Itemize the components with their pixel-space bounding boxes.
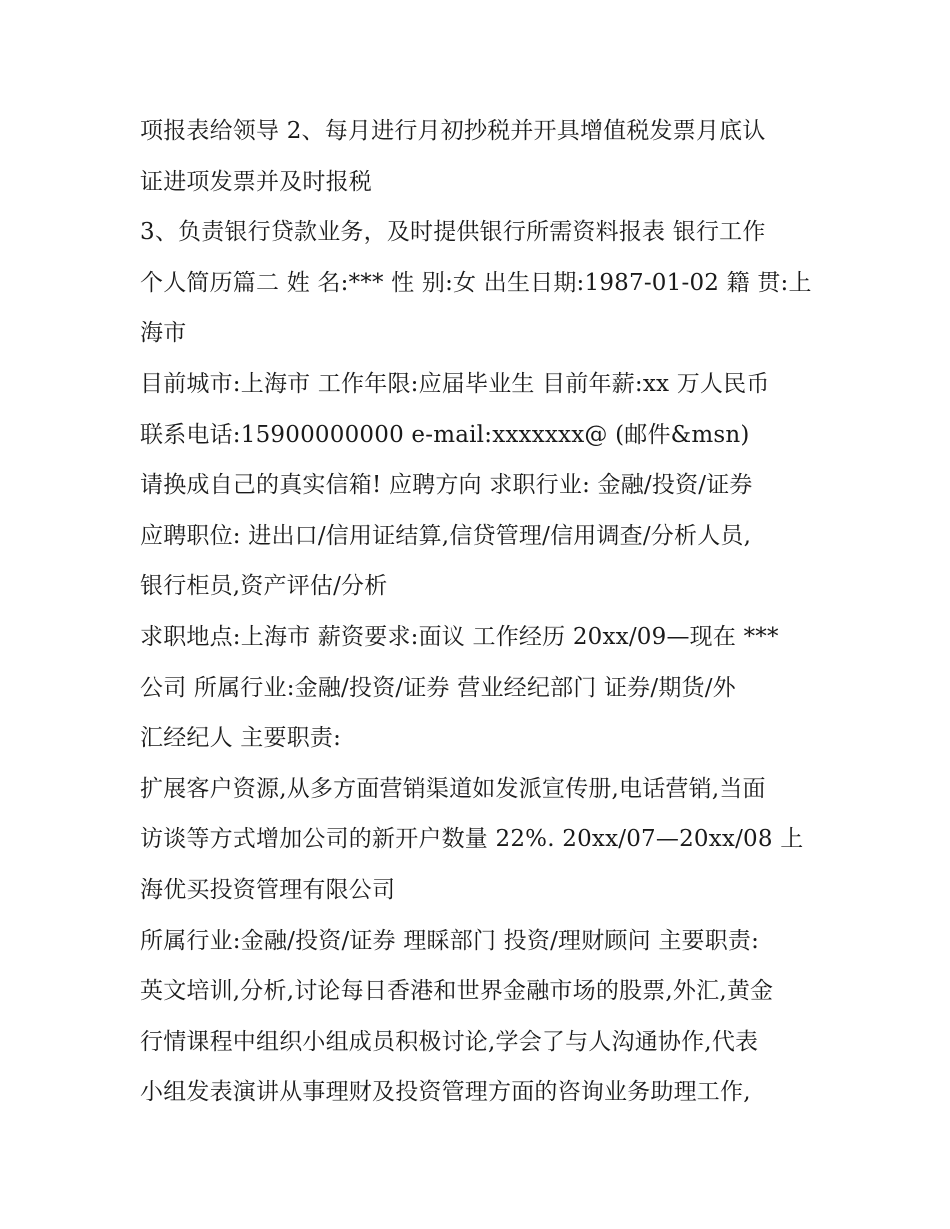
text-line: 请换成自己的真实信箱! 应聘方向 求职行业: 金融/投资/证券 xyxy=(140,472,753,499)
text-line: 证进项发票并及时报税 xyxy=(140,168,372,195)
text-line: 项报表给领导 2、每月进行月初抄税并开具增值税发票月底认 xyxy=(140,118,766,144)
text-line: 所属行业:金融/投资/证券 理睬部门 投资/理财顾问 主要职责: xyxy=(140,927,760,954)
text-line: 个人简历篇二 姓 名:*** 性 别:女 出生日期:1987-01-02 籍 贯:上 xyxy=(140,269,812,296)
text-line: 联系电话:15900000000 e-mail:xxxxxxx@ (邮件&msn) xyxy=(140,421,750,448)
text-line: 应聘职位: 进出口/信用证结算,信贷管理/信用调查/分析人员, xyxy=(140,522,752,549)
text-line: 行情课程中组织小组成员积极讨论,学会了与人沟通协作,代表 xyxy=(140,1028,759,1055)
text-line: 扩展客户资源,从多方面营销渠道如发派宣传册,电话营销,当面 xyxy=(140,775,766,802)
text-line: 银行柜员,资产评估/分析 xyxy=(140,573,388,600)
text-line: 汇经纪人 主要职责: xyxy=(140,725,342,752)
text-line: 3、负责银行贷款业务，及时提供银行所需资料报表 银行工作 xyxy=(140,219,766,246)
text-line: 求职地点:上海市 薪资要求:面议 工作经历 20xx/09—现在 *** xyxy=(140,623,779,650)
text-line: 海市 xyxy=(140,320,187,347)
text-line: 英文培训,分析,讨论每日香港和世界金融市场的股票,外汇,黄金 xyxy=(140,978,774,1005)
text-line: 海优买投资管理有限公司 xyxy=(140,876,396,903)
text-line: 公司 所属行业:金融/投资/证券 营业经纪部门 证券/期货/外 xyxy=(140,674,736,701)
text-line: 目前城市:上海市 工作年限:应届毕业生 目前年薪:xx 万人民币 xyxy=(140,370,770,397)
document-body xyxy=(140,106,830,1118)
text-line: 小组发表演讲从事理财及投资管理方面的咨询业务助理工作, xyxy=(140,1079,751,1106)
text-line: 访谈等方式增加公司的新开户数量 22%. 20xx/07—20xx/08 上 xyxy=(140,826,804,853)
